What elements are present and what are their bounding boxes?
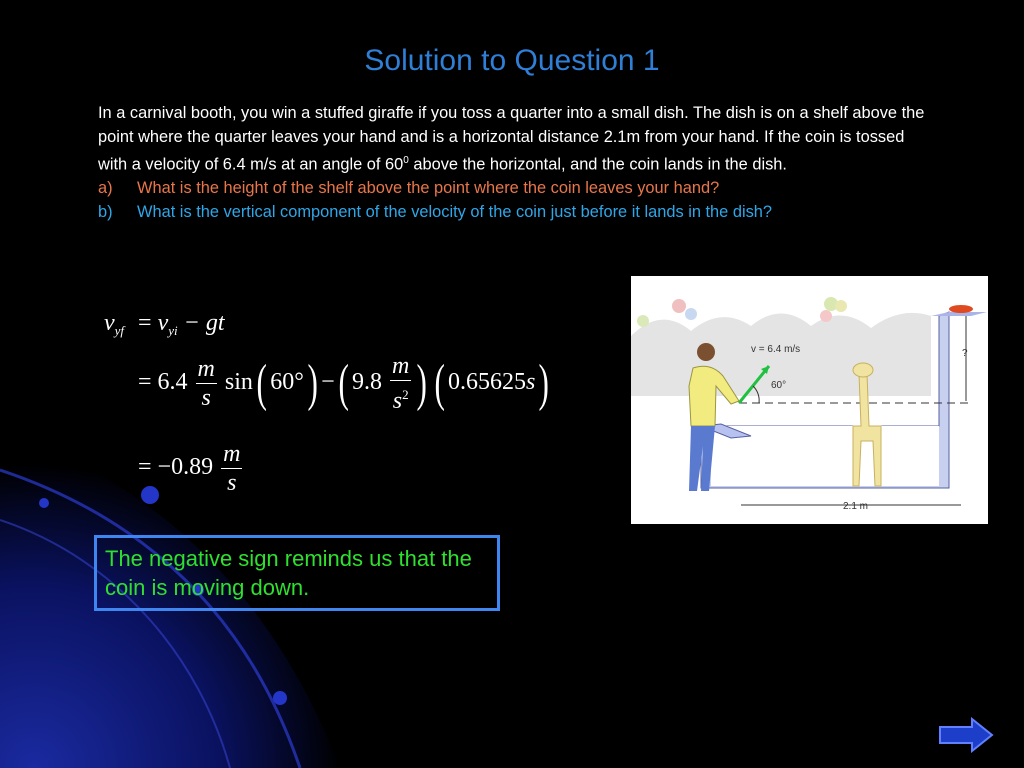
velocity-label: v = 6.4 m/s	[751, 344, 801, 355]
note-box: The negative sign reminds us that the coin is moving down.	[94, 535, 500, 611]
angle-label: 60°	[771, 380, 787, 391]
equation-line-1: $v_{yf} = v_{yi}$ − gt	[104, 310, 225, 338]
problem-tail: above the horizontal, and the coin lands in the dish.	[408, 155, 787, 174]
height-label: ?	[962, 348, 968, 359]
slide-title: Solution to Question 1	[364, 44, 660, 77]
carnival-booth-figure	[631, 276, 988, 524]
problem-statement	[98, 101, 928, 224]
question-b: b) What is the vertical component of the velocity of the coin just before it lands in the dish?	[98, 203, 773, 222]
problem-text: In a carnival booth, you win a stuffed giraffe if you toss a quarter into a small dish. The dish is on a shelf above the point where the quarter leaves your hand and is a horizontal distance 2.1m from your hand. If the coin is tossed with a velocity of 6.4 m/s at an angle of 60	[98, 104, 925, 174]
right-arrow-icon	[940, 719, 992, 751]
distance-label: 2.1 m	[843, 501, 869, 512]
question-a: a) What is the height of the shelf above the point where the coin leaves your hand?	[98, 179, 720, 198]
degree-superscript: 0	[403, 155, 409, 166]
equation-line-3: = −0.89 $\frac{m}{s}$	[138, 441, 241, 496]
equation-line-2: = 6.4 $\frac{m}{s}$ sin( 60°) −( 9.8 $\frac{m}{s^2}$ ) ( 0.65625s)	[138, 353, 550, 414]
next-slide-button[interactable]	[938, 717, 994, 753]
